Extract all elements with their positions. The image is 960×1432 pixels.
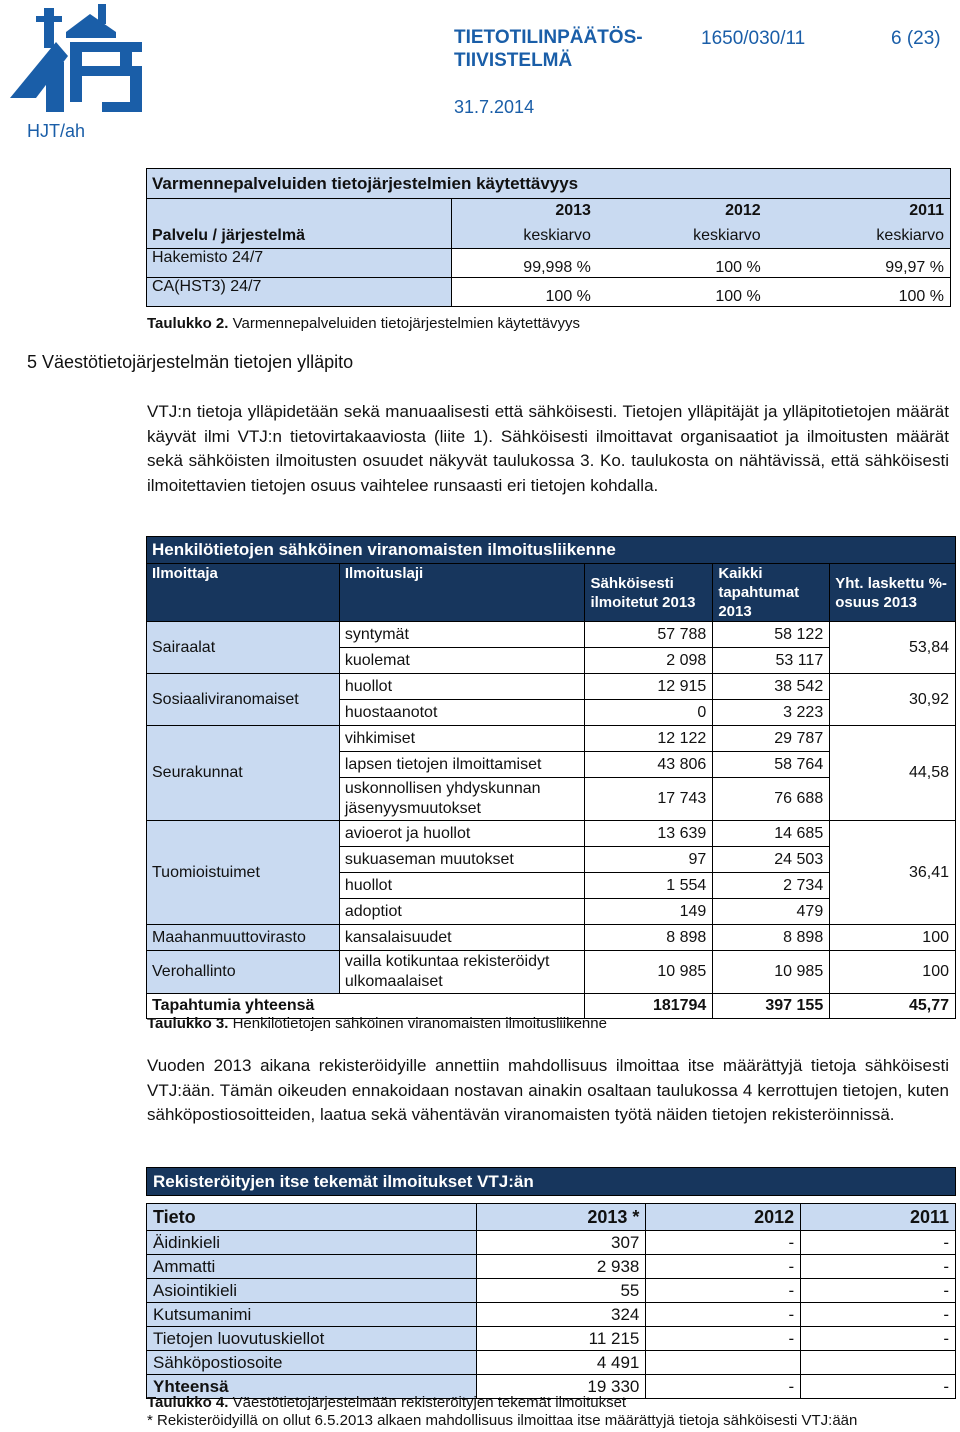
total-value: 45,77 bbox=[830, 994, 956, 1019]
column-header: Kaikki tapahtumat 2013 bbox=[713, 564, 830, 622]
value-cell: 58 764 bbox=[713, 752, 830, 778]
value-cell: 13 639 bbox=[585, 821, 713, 847]
table-row bbox=[147, 821, 956, 847]
value-cell: 55 bbox=[476, 1279, 646, 1303]
document-number: 1650/030/11 bbox=[701, 28, 806, 49]
value-cell: 8 898 bbox=[713, 925, 830, 951]
value-cell: - bbox=[801, 1231, 956, 1255]
table-row bbox=[147, 951, 956, 994]
page-number: 6 (23) bbox=[891, 28, 941, 49]
value-cell: 38 542 bbox=[713, 674, 830, 700]
table-caption bbox=[147, 1015, 607, 1032]
caption-text: Henkilötietojen sähköinen viranomaisten ilmoitusliikenne bbox=[232, 1015, 607, 1032]
value-cell: 479 bbox=[713, 899, 830, 925]
value-cell: - bbox=[646, 1231, 801, 1255]
value-cell: 53 117 bbox=[713, 648, 830, 674]
notification-type: sukuaseman muutokset bbox=[339, 847, 585, 873]
average-label: keskiarvo bbox=[767, 223, 951, 249]
total-value: 397 155 bbox=[713, 994, 830, 1019]
share-cell: 53,84 bbox=[830, 622, 956, 674]
author-initials: HJT/ah bbox=[27, 121, 86, 141]
value-cell: - bbox=[646, 1327, 801, 1351]
notification-type: huostaanotot bbox=[339, 700, 585, 726]
value-cell: 19 330 bbox=[476, 1375, 646, 1399]
notification-type: kuolemat bbox=[339, 648, 585, 674]
service-name: CA(HST3) 24/7 bbox=[147, 278, 452, 307]
field-name: Tietojen luovutuskiellot bbox=[147, 1327, 477, 1351]
value-cell: - bbox=[801, 1255, 956, 1279]
reporter-cell: Sosiaaliviranomaiset bbox=[147, 674, 340, 726]
value-cell: 11 215 bbox=[476, 1327, 646, 1351]
value-cell: - bbox=[801, 1327, 956, 1351]
notification-type: uskonnollisen yhdyskunnan jäsenyysmuutokset bbox=[339, 778, 585, 821]
value-cell: 100 % bbox=[597, 278, 767, 307]
caption-label: Taulukko 2. bbox=[147, 315, 229, 332]
value-cell: 29 787 bbox=[713, 726, 830, 752]
organization-logo bbox=[6, 2, 146, 120]
reporter-cell: Seurakunnat bbox=[147, 726, 340, 821]
value-cell: 12 122 bbox=[585, 726, 713, 752]
year-header: 2013 bbox=[451, 199, 597, 224]
reporter-cell: Verohallinto bbox=[147, 951, 340, 994]
column-header: Tieto bbox=[147, 1204, 477, 1231]
table-row bbox=[147, 249, 951, 278]
caption-text: Väestötietojärjestelmään rekisteröityjen tekemät ilmoitukset bbox=[232, 1394, 627, 1411]
table-row bbox=[147, 925, 956, 951]
share-cell: 36,41 bbox=[830, 821, 956, 925]
field-name: Sähköpostiosoite bbox=[147, 1351, 477, 1375]
table-caption bbox=[147, 1394, 626, 1411]
value-cell: - bbox=[801, 1375, 956, 1399]
table-footnote: * Rekisteröidyillä on ollut 6.5.2013 alkaen mahdollisuus ilmoittaa itse määrättyjä tietoja sähköisesti VTJ:ään bbox=[147, 1412, 858, 1429]
field-name: Yhteensä bbox=[147, 1375, 477, 1399]
value-cell bbox=[801, 1351, 956, 1375]
notification-type: huollot bbox=[339, 873, 585, 899]
notification-type: kansalaisuudet bbox=[339, 925, 585, 951]
value-cell: 4 491 bbox=[476, 1351, 646, 1375]
value-cell: 2 734 bbox=[713, 873, 830, 899]
table-row bbox=[147, 1303, 956, 1327]
table-row bbox=[147, 726, 956, 752]
caption-label: Taulukko 3. bbox=[147, 1015, 229, 1032]
share-cell: 30,92 bbox=[830, 674, 956, 726]
value-cell: 2 098 bbox=[585, 648, 713, 674]
value-cell: - bbox=[801, 1303, 956, 1327]
table-row bbox=[147, 674, 956, 700]
value-cell: 10 985 bbox=[585, 951, 713, 994]
value-cell: 0 bbox=[585, 700, 713, 726]
notification-type: huollot bbox=[339, 674, 585, 700]
table-row bbox=[147, 622, 956, 648]
value-cell: 24 503 bbox=[713, 847, 830, 873]
column-header: Ilmoituslaji bbox=[339, 564, 585, 622]
table-caption bbox=[147, 315, 580, 332]
field-name: Kutsumanimi bbox=[147, 1303, 477, 1327]
value-cell: 58 122 bbox=[713, 622, 830, 648]
total-label: Tapahtumia yhteensä bbox=[147, 994, 585, 1019]
service-column-header: Palvelu / järjestelmä bbox=[147, 223, 452, 249]
table-row bbox=[147, 1231, 956, 1255]
table-title: Henkilötietojen sähköinen viranomaisten ilmoitusliikenne bbox=[147, 537, 956, 564]
column-header: 2012 bbox=[646, 1204, 801, 1231]
table-title: Varmennepalveluiden tietojärjestelmien käytettävyys bbox=[147, 169, 951, 199]
value-cell: 17 743 bbox=[585, 778, 713, 821]
value-cell: 149 bbox=[585, 899, 713, 925]
value-cell: - bbox=[646, 1279, 801, 1303]
value-cell: 100 % bbox=[767, 278, 951, 307]
value-cell: 1 554 bbox=[585, 873, 713, 899]
notification-type: syntymät bbox=[339, 622, 585, 648]
value-cell: 100 % bbox=[451, 278, 597, 307]
value-cell: 99,998 % bbox=[451, 249, 597, 278]
value-cell: 14 685 bbox=[713, 821, 830, 847]
title-line-2: TIIVISTELMÄ bbox=[454, 50, 573, 71]
reporter-cell: Tuomioistuimet bbox=[147, 821, 340, 925]
share-cell: 44,58 bbox=[830, 726, 956, 821]
value-cell: 324 bbox=[476, 1303, 646, 1327]
value-cell: 76 688 bbox=[713, 778, 830, 821]
availability-table bbox=[146, 168, 951, 307]
value-cell: - bbox=[646, 1303, 801, 1327]
column-header: 2013 * bbox=[476, 1204, 646, 1231]
field-name: Äidinkieli bbox=[147, 1231, 477, 1255]
column-header: Ilmoittaja bbox=[147, 564, 340, 622]
value-cell: - bbox=[646, 1255, 801, 1279]
value-cell: 3 223 bbox=[713, 700, 830, 726]
table-row bbox=[147, 1255, 956, 1279]
value-cell: 2 938 bbox=[476, 1255, 646, 1279]
value-cell: 97 bbox=[585, 847, 713, 873]
body-paragraph: Vuoden 2013 aikana rekisteröidyille annettiin mahdollisuus ilmoittaa itse määrättyjä tietoja sähköisesti VTJ:ään. Tämän oikeuden ennakoidaan nostavan ainakin osaltaan taulukossa 4 kerrottujen tietojen, kuten sähköpostiosoitteiden, laatua sekä vähentävän viranomaisten työtä näiden tietojen rekisteröinnissä. bbox=[147, 1056, 949, 1124]
notification-type: avioerot ja huollot bbox=[339, 821, 585, 847]
value-cell: 100 % bbox=[597, 249, 767, 278]
year-header: 2012 bbox=[597, 199, 767, 224]
reporter-cell: Maahanmuuttovirasto bbox=[147, 925, 340, 951]
value-cell: 8 898 bbox=[585, 925, 713, 951]
notification-type: vihkimiset bbox=[339, 726, 585, 752]
value-cell: 307 bbox=[476, 1231, 646, 1255]
notification-type: lapsen tietojen ilmoittamiset bbox=[339, 752, 585, 778]
notifications-table bbox=[146, 536, 956, 1019]
notification-type: adoptiot bbox=[339, 899, 585, 925]
document-date: 31.7.2014 bbox=[454, 97, 535, 117]
table-row bbox=[147, 278, 951, 307]
value-cell bbox=[646, 1351, 801, 1375]
section-heading: 5 Väestötietojärjestelmän tietojen ylläpito bbox=[27, 352, 354, 372]
column-header: Yht. laskettu %-osuus 2013 bbox=[830, 564, 956, 622]
value-cell: 57 788 bbox=[585, 622, 713, 648]
share-cell: 100 bbox=[830, 925, 956, 951]
reporter-cell: Sairaalat bbox=[147, 622, 340, 674]
share-cell: 100 bbox=[830, 951, 956, 994]
column-header: 2011 bbox=[801, 1204, 956, 1231]
table-row bbox=[147, 1351, 956, 1375]
value-cell: - bbox=[801, 1279, 956, 1303]
caption-text: Varmennepalveluiden tietojärjestelmien käytettävyys bbox=[232, 315, 580, 332]
average-label: keskiarvo bbox=[597, 223, 767, 249]
value-cell: 43 806 bbox=[585, 752, 713, 778]
value-cell: - bbox=[646, 1375, 801, 1399]
field-name: Asiointikieli bbox=[147, 1279, 477, 1303]
column-header: Sähköisesti ilmoitetut 2013 bbox=[585, 564, 713, 622]
notification-type: vailla kotikuntaa rekisteröidyt ulkomaalaiset bbox=[339, 951, 585, 994]
title-line-1: TIETOTILINPÄÄTÖS- bbox=[454, 27, 643, 48]
value-cell: 99,97 % bbox=[767, 249, 951, 278]
total-value: 181794 bbox=[585, 994, 713, 1019]
value-cell: 12 915 bbox=[585, 674, 713, 700]
average-label: keskiarvo bbox=[451, 223, 597, 249]
table-row bbox=[147, 1279, 956, 1303]
table-row bbox=[147, 1327, 956, 1351]
value-cell: 10 985 bbox=[713, 951, 830, 994]
document-title bbox=[454, 26, 643, 72]
field-name: Ammatti bbox=[147, 1255, 477, 1279]
body-paragraph: VTJ:n tietoja ylläpidetään sekä manuaalisesti että sähköisesti. Tietojen ylläpitäjät ja ylläpitotietojen määrät käyvät ilmi VTJ:n tietovirtakaaviosta (liite 1). Sähköisesti ilmoittavat organisaatiot ja ilmoitusten määrät sekä sähköisten ilmoitusten osuudet näkyvät taulukossa 3. Ko. taulukosta on nähtävissä, että sähköisesti ilmoitettavien tietojen osuus vaihtelee runsaasti eri tietojen kohdalla. bbox=[147, 402, 949, 495]
caption-label: Taulukko 4. bbox=[147, 1394, 229, 1411]
year-header: 2011 bbox=[767, 199, 951, 224]
service-name: Hakemisto 24/7 bbox=[147, 249, 452, 278]
table-title: Rekisteröityjen itse tekemät ilmoitukset VTJ:än bbox=[147, 1168, 956, 1196]
self-reported-table bbox=[146, 1167, 956, 1399]
